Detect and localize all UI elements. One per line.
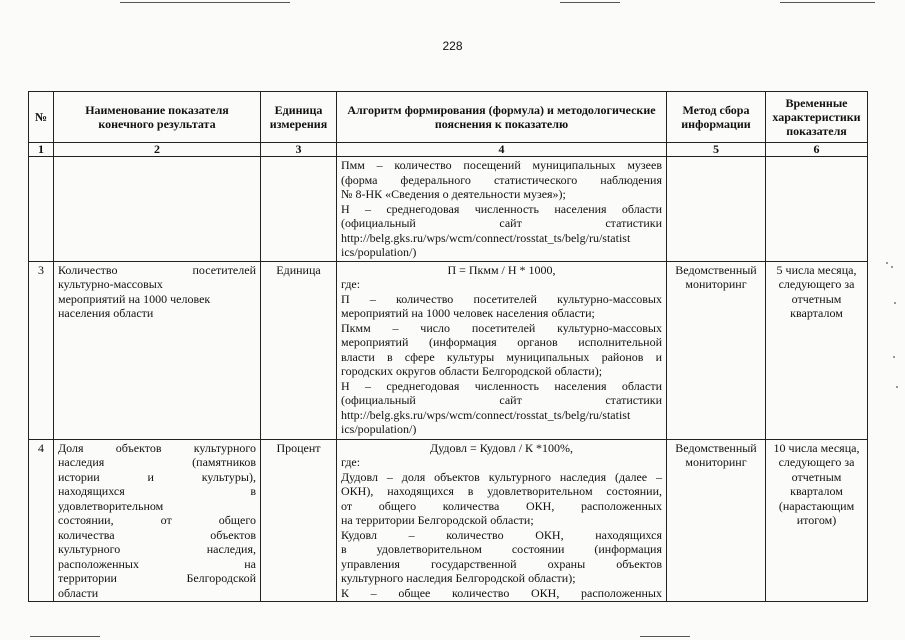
scan-speck — [886, 262, 888, 264]
bottom-edge-line — [640, 636, 690, 637]
name-line: Доля объектов культурного — [58, 440, 256, 455]
cell-timing — [766, 157, 868, 262]
column-number: 1 — [29, 143, 54, 157]
column-number: 3 — [261, 143, 337, 157]
column-number: 6 — [766, 143, 868, 157]
name-line: культурного наследия, — [58, 542, 256, 556]
top-edge-line — [120, 2, 290, 3]
header-name: Наименование показателя конечного результата — [54, 92, 261, 143]
column-number-row — [29, 143, 868, 157]
cell-timing: 10 числа месяца, следующего за отчетным кварталом (нарастающим итогом) — [766, 439, 868, 602]
name-line: находящихся в — [58, 484, 256, 498]
bottom-edge-line — [30, 636, 100, 637]
name-line: наследия (памятников — [58, 455, 256, 469]
cell-algorithm — [337, 439, 667, 602]
algorithm-line: (форма федерального статистического наблюдения — [341, 172, 662, 187]
indicator-table — [28, 91, 868, 602]
cell-name — [54, 261, 261, 439]
cell-algorithm — [337, 261, 667, 439]
cell-unit — [261, 157, 337, 262]
algorithm-line: № 8-НК «Сведения о деятельности музея»); — [341, 187, 566, 201]
algorithm-line: Пкмм – число посетителей культурно-массовых — [341, 320, 662, 335]
name-line: удовлетворительном — [58, 498, 164, 513]
name-line: расположенных на — [58, 556, 256, 571]
algorithm-line: П – количество посетителей культурно-массовых — [341, 291, 662, 306]
cell-method: Ведомственный мониторинг — [667, 439, 766, 602]
column-number: 5 — [667, 143, 766, 157]
formula: П = Пкмм / Н * 1000, — [447, 262, 556, 277]
top-edge-line — [780, 2, 875, 3]
cell-method — [667, 157, 766, 262]
formula: Дудовл = Кудовл / К *100%, — [429, 440, 574, 455]
algorithm-line: Пмм – количество посещений муниципальных музеев — [341, 158, 662, 172]
scan-speck — [896, 386, 898, 388]
scan-speck — [891, 266, 893, 268]
name-line: населения области — [58, 306, 154, 320]
algorithm-line: К – общее количество ОКН, расположенных — [341, 585, 662, 600]
table-row — [29, 261, 868, 439]
page-number: 228 — [442, 39, 463, 53]
name-line: культурно-массовых — [58, 277, 163, 291]
scan-speck — [894, 302, 896, 304]
algorithm-line: власти в сфере культуры муниципальных районов и — [341, 349, 662, 364]
table-row-continuation — [29, 157, 868, 262]
name-line: количества объектов — [58, 527, 256, 542]
cell-no: 4 — [29, 439, 54, 602]
header-algorithm: Алгоритм формирования (формула) и методологические пояснения к показателю — [337, 92, 667, 143]
algorithm-line: мероприятий на 1000 человек населения области; — [341, 306, 595, 320]
algorithm-line: (официальный сайт статистики — [341, 216, 662, 230]
cell-no — [29, 157, 54, 262]
table-row — [29, 439, 868, 602]
algorithm-line: в удовлетворительном состоянии (информация — [341, 542, 662, 556]
algorithm-line: городских округов области Белгородской области); — [341, 364, 603, 378]
algorithm-line: на территории Белгородской области; — [341, 513, 534, 527]
name-line: Количество посетителей — [58, 262, 256, 277]
algorithm-line: ОКН), находящихся в удовлетворительном состоянии, — [341, 484, 662, 498]
algorithm-line: где: — [341, 455, 361, 469]
name-line: области — [58, 585, 99, 600]
cell-algorithm — [337, 157, 667, 262]
top-edge-line — [560, 2, 620, 3]
algorithm-line: от общего количества ОКН, расположенных — [341, 498, 662, 513]
table-header-row — [29, 92, 868, 143]
algorithm-line: http://belg.gks.ru/wps/wcm/connect/rosstat_ts/belg/ru/statist — [341, 407, 631, 422]
header-timing: Временные характеристики показателя — [766, 92, 868, 143]
algorithm-line: культурного наследия Белгородской области); — [341, 571, 576, 585]
scan-speck — [893, 356, 895, 358]
cell-name — [54, 157, 261, 262]
header-no: № — [29, 92, 54, 143]
name-line: мероприятий на 1000 человек — [58, 291, 211, 306]
algorithm-line: http://belg.gks.ru/wps/wcm/connect/rosstat_ts/belg/ru/statist — [341, 230, 631, 245]
algorithm-line: Кудовл – количество ОКН, находящихся — [341, 527, 662, 542]
header-unit: Единица измерения — [261, 92, 337, 143]
algorithm-line: (официальный сайт статистики — [341, 393, 662, 407]
name-line: истории и культуры), — [58, 469, 256, 484]
cell-unit: Единица — [261, 261, 337, 439]
name-line: состоянии, от общего — [58, 513, 256, 527]
algorithm-line: где: — [341, 277, 361, 291]
cell-name — [54, 439, 261, 602]
cell-no: 3 — [29, 261, 54, 439]
name-line: территории Белгородской — [58, 571, 256, 585]
algorithm-line: ics/population/) — [341, 422, 417, 436]
header-method: Метод сбора информации — [667, 92, 766, 143]
cell-unit: Процент — [261, 439, 337, 602]
algorithm-line: Н – среднегодовая численность населения области — [341, 201, 662, 216]
algorithm-line: мероприятий (информация органов исполнительной — [341, 335, 662, 349]
algorithm-line: Дудовл – доля объектов культурного наследия (далее – — [341, 469, 662, 484]
algorithm-line: ics/population/) — [341, 245, 417, 259]
column-number: 2 — [54, 143, 261, 157]
cell-method: Ведомственный мониторинг — [667, 261, 766, 439]
algorithm-line: Н – среднегодовая численность населения области — [341, 378, 662, 393]
cell-timing: 5 числа месяца, следующего за отчетным кварталом — [766, 261, 868, 439]
column-number: 4 — [337, 143, 667, 157]
algorithm-line: управления государственной охраны объектов — [341, 556, 662, 571]
